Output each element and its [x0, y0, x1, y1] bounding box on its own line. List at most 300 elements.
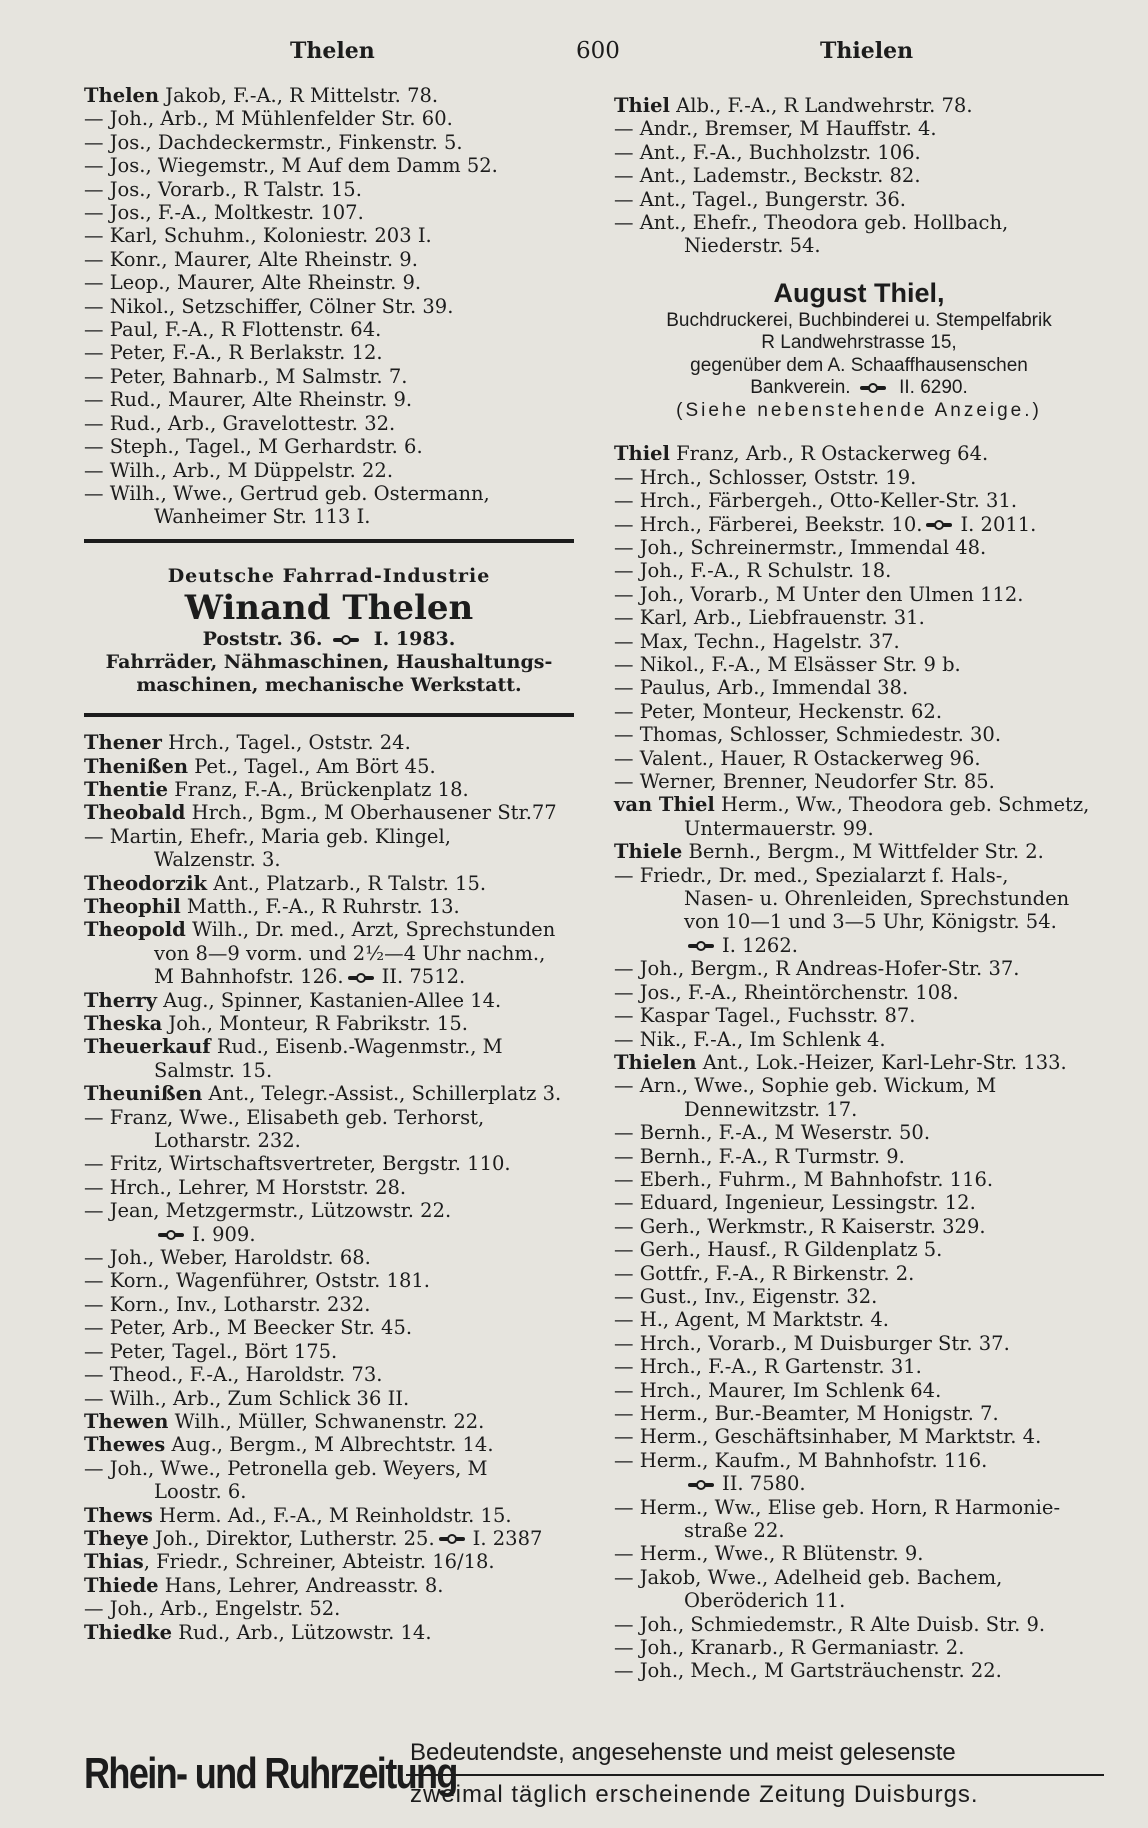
telephone-icon [348, 973, 378, 983]
entry-text: — Jakob, Wwe., Adelheid geb. Bachem, [614, 1565, 1003, 1589]
right-column [614, 94, 1104, 1683]
directory-entry [614, 1542, 1104, 1565]
directory-entry [614, 1004, 1104, 1027]
directory-entry [84, 1106, 574, 1129]
entry-text: — Joh., Wwe., Petronella geb. Weyers, M [84, 1456, 488, 1480]
entry-text: — Martin, Ehefr., Maria geb. Klingel, [84, 824, 451, 848]
entry-text: — Nikol., F.-A., M Elsässer Str. 9 b. [614, 653, 961, 676]
directory-entry [84, 131, 574, 154]
directory-entry [614, 513, 1104, 536]
entry-surname: Thelen [84, 84, 160, 107]
entry-text: Ant., Platzarb., R Talstr. 15. [207, 871, 487, 895]
directory-entry [614, 676, 1104, 699]
directory-entry [84, 1527, 574, 1550]
entry-surname: Theuerkauf [84, 1035, 211, 1059]
winand-thelen-advert [84, 557, 574, 703]
newspaper-advert-footer [84, 1732, 1104, 1816]
directory-entry [614, 1379, 1104, 1402]
entry-phone: I. 2011. [960, 512, 1037, 536]
directory-entry [84, 731, 574, 754]
entry-text: — Peter, Bahnarb., M Salmstr. 7. [84, 364, 408, 388]
directory-entry [84, 755, 574, 778]
entry-text: — Bernh., F.-A., M Weserstr. 50. [614, 1121, 931, 1145]
entry-text: , Friedr., Schreiner, Abteistr. 16/18. [143, 1550, 495, 1574]
entry-text: — Joh., Arb., Engelstr. 52. [84, 1597, 341, 1621]
entry-text: Nasen- u. Ohrenleiden, Sprechstunden [684, 887, 1070, 911]
entry-text: — Arn., Wwe., Sophie geb. Wickum, M [614, 1074, 997, 1098]
entry-text: Joh., Monteur, R Fabrikstr. 15. [162, 1012, 468, 1035]
directory-entry [84, 248, 574, 271]
entry-text: — Kaspar Tagel., Fuchsstr. 87. [614, 1004, 916, 1028]
directory-entry [614, 1308, 1104, 1331]
directory-entry [614, 1285, 1104, 1308]
directory-entry [614, 910, 1104, 933]
directory-entry [84, 84, 574, 107]
directory-entry [614, 1332, 1104, 1355]
august-advert-line4 [614, 377, 1104, 400]
entry-text: — Fritz, Wirtschaftsvertreter, Bergstr. 110. [84, 1152, 511, 1176]
directory-entry [84, 778, 574, 801]
directory-entry [84, 1293, 574, 1316]
left-entries-a [84, 84, 574, 529]
directory-entry [614, 1215, 1104, 1238]
entry-text: — Joh., Vorarb., M Unter den Ulmen 112. [614, 582, 1024, 606]
entry-text: — Hrch., Maurer, Im Schlenk 64. [614, 1378, 942, 1402]
entry-surname: Thewen [84, 1409, 169, 1433]
entry-phone: I. 1262. [722, 933, 798, 957]
entry-surname: Thews [84, 1503, 153, 1527]
winand-advert-phone: I. 1983. [373, 628, 456, 651]
entry-surname: Thewes [84, 1433, 166, 1457]
directory-entry [614, 559, 1104, 582]
entry-surname: Thiele [614, 840, 683, 864]
directory-entry [614, 817, 1104, 840]
entry-text: — Ant., Lademstr., Beckstr. 82. [614, 164, 921, 188]
entry-text: — Max, Techn., Hagelstr. 37. [614, 629, 900, 653]
entry-text: — Jos., Wiegemstr., M Auf dem Damm 52. [84, 154, 498, 178]
directory-entry [614, 723, 1104, 746]
directory-entry [84, 412, 574, 435]
entry-text: — Friedr., Dr. med., Spezialarzt f. Hals-, [614, 863, 1009, 887]
entry-surname: Theunißen [84, 1082, 203, 1106]
winand-advert-address: Poststr. 36. [202, 628, 323, 651]
entry-text: — Wilh., Arb., M Düppelstr. 22. [84, 458, 394, 482]
entry-text: Aug., Spinner, Kastanien-Allee 14. [156, 988, 502, 1012]
entry-text: — Hrch., Färberei, Beekstr. 10. [614, 512, 923, 536]
directory-entry [84, 825, 574, 848]
directory-entry [614, 1028, 1104, 1051]
directory-entry [614, 117, 1104, 140]
august-advert-see-note: (Siehe nebenstehende Anzeige.) [676, 399, 1042, 421]
entry-surname: Theobald [84, 801, 186, 825]
directory-entry [614, 1074, 1104, 1097]
directory-entry [614, 536, 1104, 559]
directory-entry [614, 1238, 1104, 1261]
directory-entry [84, 1457, 574, 1480]
directory-entry [614, 1262, 1104, 1285]
august-advert-phone: II. 6290. [899, 377, 968, 399]
entry-text: — Peter, Monteur, Heckenstr. 62. [614, 699, 943, 723]
august-thiel-advert [614, 276, 1104, 423]
august-advert-name: August Thiel, [773, 277, 945, 308]
entry-text: — Korn., Wagenführer, Oststr. 181. [84, 1269, 430, 1293]
entry-text: Franz, F.-A., Brückenplatz 18. [168, 777, 469, 801]
entry-text: Pet., Tagel., Am Bört 45. [188, 754, 436, 778]
divider-bottom [84, 713, 574, 717]
entry-surname: Theodorzik [84, 871, 208, 895]
directory-entry [614, 981, 1104, 1004]
entry-text: — Leop., Maurer, Alte Rheinstr. 9. [84, 271, 422, 295]
directory-entry [84, 1504, 574, 1527]
directory-entry [614, 1355, 1104, 1378]
directory-entry [84, 295, 574, 318]
entry-surname: Theye [84, 1526, 149, 1550]
directory-entry [84, 388, 574, 411]
august-advert-bank: Bankverein. [750, 377, 851, 399]
footer-tagline [406, 1732, 1104, 1816]
entry-surname: Therry [84, 988, 157, 1012]
directory-entry [614, 1121, 1104, 1144]
directory-entry [614, 1168, 1104, 1191]
entry-text: — Wilh., Wwe., Gertrud geb. Ostermann, [84, 481, 490, 505]
directory-entry [84, 341, 574, 364]
directory-entry [614, 583, 1104, 606]
entry-text: Rud., Arb., Lützowstr. 14. [172, 1620, 432, 1644]
entry-surname: Thielen [614, 1050, 697, 1074]
entry-text: — Hrch., Färbergeh., Otto-Keller-Str. 31. [614, 489, 1018, 513]
entry-text: — Andr., Bremser, M Hauffstr. 4. [614, 117, 937, 141]
entry-text: — Thomas, Schlosser, Schmiedestr. 30. [614, 723, 1002, 747]
directory-entry [84, 1012, 574, 1035]
directory-entry [614, 1636, 1104, 1659]
entry-text: — Gust., Inv., Eigenstr. 32. [614, 1284, 878, 1308]
directory-entry [84, 154, 574, 177]
directory-entry [84, 1574, 574, 1597]
directory-entry [614, 1589, 1104, 1612]
directory-entry [614, 770, 1104, 793]
telephone-icon [926, 520, 956, 530]
entry-text: — Franz, Wwe., Elisabeth geb. Terhorst, [84, 1105, 485, 1129]
directory-entry [84, 1550, 574, 1573]
entry-text: M Bahnhofstr. 126. [154, 965, 344, 989]
directory-entry [614, 1566, 1104, 1589]
directory-entry [614, 1191, 1104, 1214]
footer-brand: Rhein- und Ruhrzeitung [84, 1749, 457, 1798]
entry-text: — Karl, Arb., Liebfrauenstr. 31. [614, 606, 925, 630]
entry-text: Hrch., Bgm., M Oberhausener Str.77 [185, 801, 557, 825]
entry-text: Aug., Bergm., M Albrechtstr. 14. [165, 1433, 494, 1457]
directory-entry [84, 1340, 574, 1363]
entry-text: — Karl, Schuhm., Koloniestr. 203 I. [84, 224, 432, 248]
entry-text: — Peter, Tagel., Bört 175. [84, 1339, 338, 1363]
entry-text: Loostr. 6. [154, 1480, 247, 1504]
entry-text: — Konr., Maurer, Alte Rheinstr. 9. [84, 247, 418, 271]
entry-text: straße 22. [684, 1519, 785, 1543]
directory-entry [84, 1246, 574, 1269]
entry-text: — Wilh., Arb., Zum Schlick 36 II. [84, 1386, 410, 1410]
entry-text: Herm., Ww., Theodora geb. Schmetz, [714, 793, 1090, 817]
directory-entry [614, 700, 1104, 723]
entry-text: — Korn., Inv., Lotharstr. 232. [84, 1292, 371, 1316]
entry-text: — Herm., Wwe., R Blütenstr. 9. [614, 1542, 924, 1566]
entry-text: — Joh., Bergm., R Andreas-Hofer-Str. 37. [614, 957, 1020, 981]
entry-text: — Peter, F.-A., R Berlakstr. 12. [84, 341, 383, 365]
entry-text: Ant., Lok.-Heizer, Karl-Lehr-Str. 133. [696, 1050, 1067, 1074]
entry-text: Franz, Arb., R Ostackerweg 64. [669, 442, 989, 466]
footer-line2: zweimal täglich erscheinende Zeitung Duisburgs. [410, 1781, 979, 1808]
entry-surname: Theopold [84, 918, 186, 942]
entry-text: Alb., F.-A., R Landwehrstr. 78. [669, 94, 973, 117]
left-entries-b [84, 731, 574, 1644]
entry-text: — Nik., F.-A., Im Schlenk 4. [614, 1027, 886, 1051]
directory-entry [84, 1199, 574, 1222]
directory-entry [84, 1410, 574, 1433]
telephone-icon [688, 1480, 718, 1490]
directory-entry [84, 482, 574, 505]
directory-entry [84, 1152, 574, 1175]
entry-text: — Hrch., F.-A., R Gartenstr. 31. [614, 1355, 922, 1379]
directory-entry [84, 365, 574, 388]
directory-entry [614, 1472, 1104, 1495]
directory-entry [614, 141, 1104, 164]
august-advert-line2: R Landwehrstrasse 15, [761, 332, 957, 354]
directory-entry [84, 1035, 574, 1058]
directory-entry [614, 793, 1104, 816]
directory-entry [614, 466, 1104, 489]
entry-text: Lotharstr. 232. [154, 1129, 301, 1153]
entry-text: — Steph., Tagel., M Gerhardstr. 6. [84, 435, 423, 459]
winand-advert-line5: maschinen, mechanische Werkstatt. [136, 674, 522, 697]
entry-text: — Eberh., Fuhrm., M Bahnhofstr. 116. [614, 1167, 994, 1191]
august-advert-line3: gegenüber dem A. Schaaffhausenschen [690, 354, 1028, 376]
entry-text: — Rud., Arb., Gravelottestr. 32. [84, 411, 396, 435]
directory-entry [84, 1316, 574, 1339]
entry-text: von 10—1 und 3—5 Uhr, Königstr. 54. [684, 910, 1057, 934]
entry-text: — Werner, Brenner, Neudorfer Str. 85. [614, 770, 995, 794]
directory-entry [614, 94, 1104, 117]
directory-entry [614, 1145, 1104, 1168]
entry-surname: Thiel [614, 94, 670, 117]
entry-text: — Eduard, Ingenieur, Lessingstr. 12. [614, 1191, 976, 1215]
directory-entry [614, 1659, 1104, 1682]
directory-entry [614, 1051, 1104, 1074]
entry-text: — Joh., Mech., M Gartsträuchenstr. 22. [614, 1659, 1002, 1683]
directory-entry [614, 887, 1104, 910]
entry-text: Hans, Lehrer, Andreasstr. 8. [158, 1573, 444, 1597]
directory-entry [84, 318, 574, 341]
directory-entry [614, 606, 1104, 629]
entry-text: — Nikol., Setzschiffer, Cölner Str. 39. [84, 294, 454, 318]
entry-text: — Joh., Kranarb., R Germaniastr. 2. [614, 1636, 965, 1660]
directory-entry [84, 271, 574, 294]
entry-surname: Thiede [84, 1573, 159, 1597]
entry-surname: van Thiel [614, 793, 715, 817]
directory-entry [84, 201, 574, 224]
winand-advert-line1: Deutsche Fahrrad-Industrie [167, 564, 491, 587]
telephone-icon [333, 635, 363, 645]
directory-entry [614, 1449, 1104, 1472]
directory-entry [84, 1129, 574, 1152]
directory-entry [614, 1425, 1104, 1448]
right-entries-b [614, 442, 1104, 1683]
directory-entry [614, 630, 1104, 653]
winand-advert-line4: Fahrräder, Nähmaschinen, Haushaltungs- [105, 651, 553, 674]
entry-text: Dennewitzstr. 17. [684, 1097, 858, 1121]
entry-text: Ant., Telegr.-Assist., Schillerplatz 3. [202, 1082, 562, 1106]
entry-text: Herm. Ad., F.-A., M Reinholdstr. 15. [152, 1503, 512, 1527]
entry-text: — Jos., F.-A., Moltkestr. 107. [84, 201, 364, 225]
directory-entry [84, 965, 574, 988]
entry-text: Niederstr. 54. [684, 234, 821, 258]
entry-text: — Gerh., Hausf., R Gildenplatz 5. [614, 1238, 943, 1262]
entry-text: — Theod., F.-A., Haroldstr. 73. [84, 1363, 383, 1387]
entry-text: Oberöderich 11. [684, 1589, 846, 1613]
entry-text: — Paul, F.-A., R Flottenstr. 64. [84, 318, 382, 342]
entry-phone: I. 2387 [472, 1526, 543, 1550]
entry-text: Salmstr. 15. [154, 1058, 273, 1082]
entry-text: — Ant., F.-A., Buchholzstr. 106. [614, 140, 921, 164]
running-head-left: Thelen [290, 38, 375, 64]
entry-text: — Joh., Arb., M Mühlenfelder Str. 60. [84, 107, 453, 131]
directory-entry [84, 918, 574, 941]
entry-text: Matth., F.-A., R Ruhrstr. 13. [180, 894, 460, 918]
directory-entry [84, 848, 574, 871]
entry-surname: Theophil [84, 894, 181, 918]
entry-text: — Jos., F.-A., Rheintörchenstr. 108. [614, 980, 959, 1004]
winand-advert-name: Winand Thelen [184, 588, 474, 629]
entry-phone: I. 909. [192, 1222, 256, 1246]
entry-text: Wilh., Müller, Schwanenstr. 22. [168, 1409, 485, 1433]
directory-entry [84, 872, 574, 895]
entry-phone: II. 7580. [722, 1472, 806, 1496]
directory-entry [84, 1621, 574, 1644]
directory-entry [614, 1098, 1104, 1121]
directory-entry [614, 234, 1104, 257]
entry-text: von 8—9 vorm. und 2½—4 Uhr nachm., [154, 941, 546, 965]
running-head-right: Thielen [820, 38, 914, 64]
entry-text: Wanheimer Str. 113 I. [154, 505, 371, 529]
directory-entry [614, 653, 1104, 676]
directory-entry [614, 1496, 1104, 1519]
directory-entry [614, 1519, 1104, 1542]
directory-entry [84, 435, 574, 458]
left-column [84, 84, 574, 1644]
entry-text: — Hrch., Schlosser, Oststr. 19. [614, 465, 917, 489]
entry-text: Bernh., Bergm., M Wittfelder Str. 2. [682, 840, 1044, 864]
entry-surname: Theska [84, 1012, 163, 1035]
entry-text: — Gerh., Werkmstr., R Kaiserstr. 329. [614, 1214, 986, 1238]
telephone-icon [860, 383, 890, 393]
entry-surname: Thias [84, 1550, 144, 1574]
right-entries-a [614, 94, 1104, 258]
telephone-icon [439, 1534, 469, 1544]
entry-text: — H., Agent, M Marktstr. 4. [614, 1308, 889, 1332]
directory-entry [84, 801, 574, 824]
entry-text: — Hrch., Lehrer, M Horststr. 28. [84, 1175, 407, 1199]
entry-text: — Joh., Weber, Haroldstr. 68. [84, 1246, 371, 1270]
page-number: 600 [576, 38, 620, 64]
directory-entry [84, 1480, 574, 1503]
entry-surname: Thiedke [84, 1620, 173, 1644]
directory-entry [84, 1269, 574, 1292]
entry-text: — Herm., Bur.-Beamter, M Honigstr. 7. [614, 1402, 999, 1425]
directory-entry [84, 459, 574, 482]
entry-text: — Jos., Dachdeckermstr., Finkenstr. 5. [84, 130, 463, 154]
august-advert-line1: Buchdruckerei, Buchbinderei u. Stempelfabrik [666, 309, 1052, 331]
entry-text: Wilh., Dr. med., Arzt, Sprechstunden [185, 918, 556, 942]
winand-advert-line3 [84, 628, 574, 651]
entry-text: — Rud., Maurer, Alte Rheinstr. 9. [84, 388, 413, 412]
entry-text: — Herm., Ww., Elise geb. Horn, R Harmonie- [614, 1495, 1061, 1519]
entry-surname: Thiel [614, 442, 670, 466]
entry-surname: Thener [84, 731, 162, 755]
entry-text: — Jos., Vorarb., R Talstr. 15. [84, 177, 362, 201]
directory-entry [614, 1613, 1104, 1636]
entry-text: — Peter, Arb., M Beecker Str. 45. [84, 1316, 413, 1340]
entry-phone: II. 7512. [381, 965, 466, 989]
entry-text: Rud., Eisenb.-Wagenmstr., M [210, 1035, 503, 1059]
directory-entry [614, 211, 1104, 234]
directory-entry [84, 1433, 574, 1456]
telephone-icon [158, 1230, 188, 1240]
directory-entry [84, 1059, 574, 1082]
entry-text: — Herm., Geschäftsinhaber, M Marktstr. 4. [614, 1425, 1042, 1449]
footer-line1: Bedeutendste, angesehenste und meist gelesenste [406, 1732, 1104, 1776]
entry-text: — Joh., F.-A., R Schulstr. 18. [614, 559, 892, 583]
entry-text: — Ant., Ehefr., Theodora geb. Hollbach, [614, 211, 1009, 235]
entry-text: — Joh., Schmiedemstr., R Alte Duisb. Str. 9. [614, 1612, 1046, 1636]
directory-entry [614, 442, 1104, 465]
directory-entry [84, 989, 574, 1012]
directory-entry [84, 1597, 574, 1620]
entry-text: Untermauerstr. 99. [684, 816, 874, 840]
directory-entry [614, 864, 1104, 887]
directory-entry [84, 505, 574, 528]
directory-entry [84, 1387, 574, 1410]
entry-text: — Gottfr., F.-A., R Birkenstr. 2. [614, 1261, 915, 1285]
entry-text: — Paulus, Arb., Immendal 38. [614, 676, 909, 700]
entry-text: — Ant., Tagel., Bungerstr. 36. [614, 187, 906, 211]
directory-entry [614, 489, 1104, 512]
entry-text: Joh., Direktor, Lutherstr. 25. [148, 1526, 435, 1550]
entry-text: Hrch., Tagel., Oststr. 24. [161, 731, 411, 755]
telephone-icon [688, 941, 718, 951]
entry-text: — Joh., Schreinermstr., Immendal 48. [614, 535, 987, 559]
directory-entry [84, 224, 574, 247]
directory-entry [84, 895, 574, 918]
entry-text: Jakob, F.-A., R Mittelstr. 78. [159, 84, 439, 107]
entry-surname: Thenißen [84, 754, 189, 778]
directory-entry [84, 107, 574, 130]
entry-text: — Herm., Kaufm., M Bahnhofstr. 116. [614, 1448, 988, 1472]
entry-text: — Hrch., Vorarb., M Duisburger Str. 37. [614, 1331, 1010, 1355]
directory-entry [84, 1176, 574, 1199]
directory-entry [614, 164, 1104, 187]
directory-entry [84, 1082, 574, 1105]
directory-entry [84, 942, 574, 965]
directory-entry [614, 840, 1104, 863]
directory-entry [84, 1223, 574, 1246]
entry-text: — Jean, Metzgermstr., Lützowstr. 22. [84, 1199, 452, 1223]
entry-text: — Bernh., F.-A., R Turmstr. 9. [614, 1144, 905, 1168]
entry-surname: Thentie [84, 777, 169, 801]
divider-top [84, 539, 574, 543]
directory-entry [614, 747, 1104, 770]
directory-entry [84, 178, 574, 201]
directory-entry [614, 957, 1104, 980]
entry-text: Walzenstr. 3. [154, 848, 281, 872]
directory-entry [614, 188, 1104, 211]
